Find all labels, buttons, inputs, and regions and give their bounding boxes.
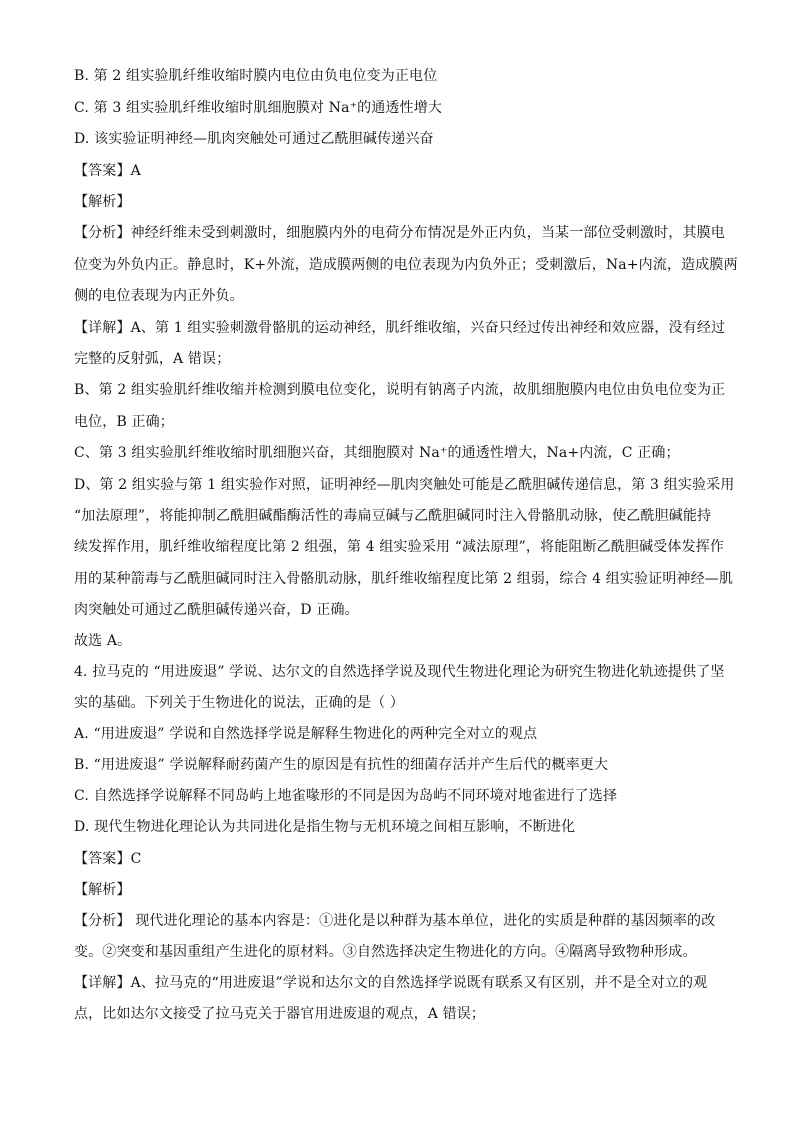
analysis-text: 变。②突变和基因重组产生进化的原材料。③自然选择决定生物进化的方向。④隔离导致物种形成。 [74, 944, 697, 960]
option-d-line: D. 该实验证明神经—肌肉突触处可通过乙酰胆碱传递兴奋 [74, 131, 434, 147]
detail-text: 点，比如达尔文接受了拉马克关于器官用进废退的观点，A 错误； [74, 1006, 486, 1022]
detail-text: 电位，B 正确； [74, 414, 174, 430]
detail-text: 完整的反射弧，A 错误； [74, 351, 231, 367]
analysis-text: 【分析】神经纤维未受到刺激时，细胞膜内外的电荷分布情况是外正内负，当某一部位受刺激时，其膜电 [74, 225, 725, 241]
detail-text: C、第 3 组实验肌纤维收缩时肌细胞兴奋，其细胞膜对 Na⁺的通透性增大，Na+内流，C 正确； [74, 445, 680, 461]
detail-text: “加法原理”，将能抑制乙酰胆碱酯酶活性的毒扁豆碱与乙酰胆碱同时注入骨骼肌动脉，使乙酰胆碱能持 [74, 508, 712, 524]
option-c-line: C. 第 3 组实验肌纤维收缩时肌细胞膜对 Na⁺的通透性增大 [74, 100, 443, 116]
question-4-stem: 实的基础。下列关于生物进化的说法，正确的是（ ） [74, 695, 405, 711]
option-a-line: A. “用进废退” 学说和自然选择学说是解释生物进化的两种完全对立的观点 [74, 726, 538, 742]
conclusion-line: 故选 A。 [74, 633, 132, 649]
option-b-line: B. “用进废退” 学说解释耐药菌产生的原因是有抗性的细菌存活并产生后代的概率更大 [74, 757, 609, 773]
analysis-text: 侧的电位表现为内正外负。 [74, 288, 244, 304]
detail-text: D、第 2 组实验与第 1 组实验作对照，证明神经—肌肉突触处可能是乙酰胆碱传递信息，第 3 组实验采用 [74, 477, 735, 493]
detail-text: 肉突触处可通过乙酰胆碱传递兴奋，D 正确。 [74, 602, 359, 618]
detail-text: B、第 2 组实验肌纤维收缩并检测到膜电位变化，说明有钠离子内流，故肌细胞膜内电位由负电位变为正 [74, 382, 726, 398]
answer-line: 【答案】C [74, 851, 142, 867]
detail-text: 【详解】A、第 1 组实验刺激骨骼肌的运动神经，肌纤维收缩，兴奋只经过传出神经和效应器，没有经过 [74, 320, 726, 336]
detail-text: 【详解】A、拉马克的“用进废退”学说和达尔文的自然选择学说既有联系又有区别，并不是全对立的观 [74, 975, 708, 991]
detail-text: 用的某种箭毒与乙酰胆碱同时注入骨骼肌动脉，肌纤维收缩程度比第 2 组弱，综合 4 组实验证明神经—肌 [74, 571, 734, 587]
option-c-line: C. 自然选择学说解释不同岛屿上地雀喙形的不同是因为岛屿不同环境对地雀进行了选择 [74, 788, 618, 804]
option-d-line: D. 现代生物进化理论认为共同进化是指生物与无机环境之间相互影响，不断进化 [74, 819, 576, 835]
analysis-heading: 【解析】 [74, 882, 131, 898]
option-b-line: B. 第 2 组实验肌纤维收缩时膜内电位由负电位变为正电位 [74, 68, 438, 84]
analysis-text: 位变为外负内正。静息时，K+外流，造成膜两侧的电位表现为内负外正；受刺激后，Na+内流，造成膜两 [74, 257, 738, 273]
analysis-text: 【分析】 现代进化理论的基本内容是：①进化是以种群为基本单位，进化的实质是种群的基因频率的改 [74, 913, 716, 929]
detail-text: 续发挥作用，肌纤维收缩程度比第 2 组强，第 4 组实验采用 “减法原理”，将能阻断乙酰胆碱受体发挥作 [74, 539, 725, 555]
answer-line: 【答案】A [74, 163, 141, 179]
question-4-stem: 4. 拉马克的 “用进废退” 学说、达尔文的自然选择学说及现代生物进化理论为研究生物进化轨迹提供了坚 [74, 664, 725, 680]
analysis-heading: 【解析】 [74, 194, 131, 210]
